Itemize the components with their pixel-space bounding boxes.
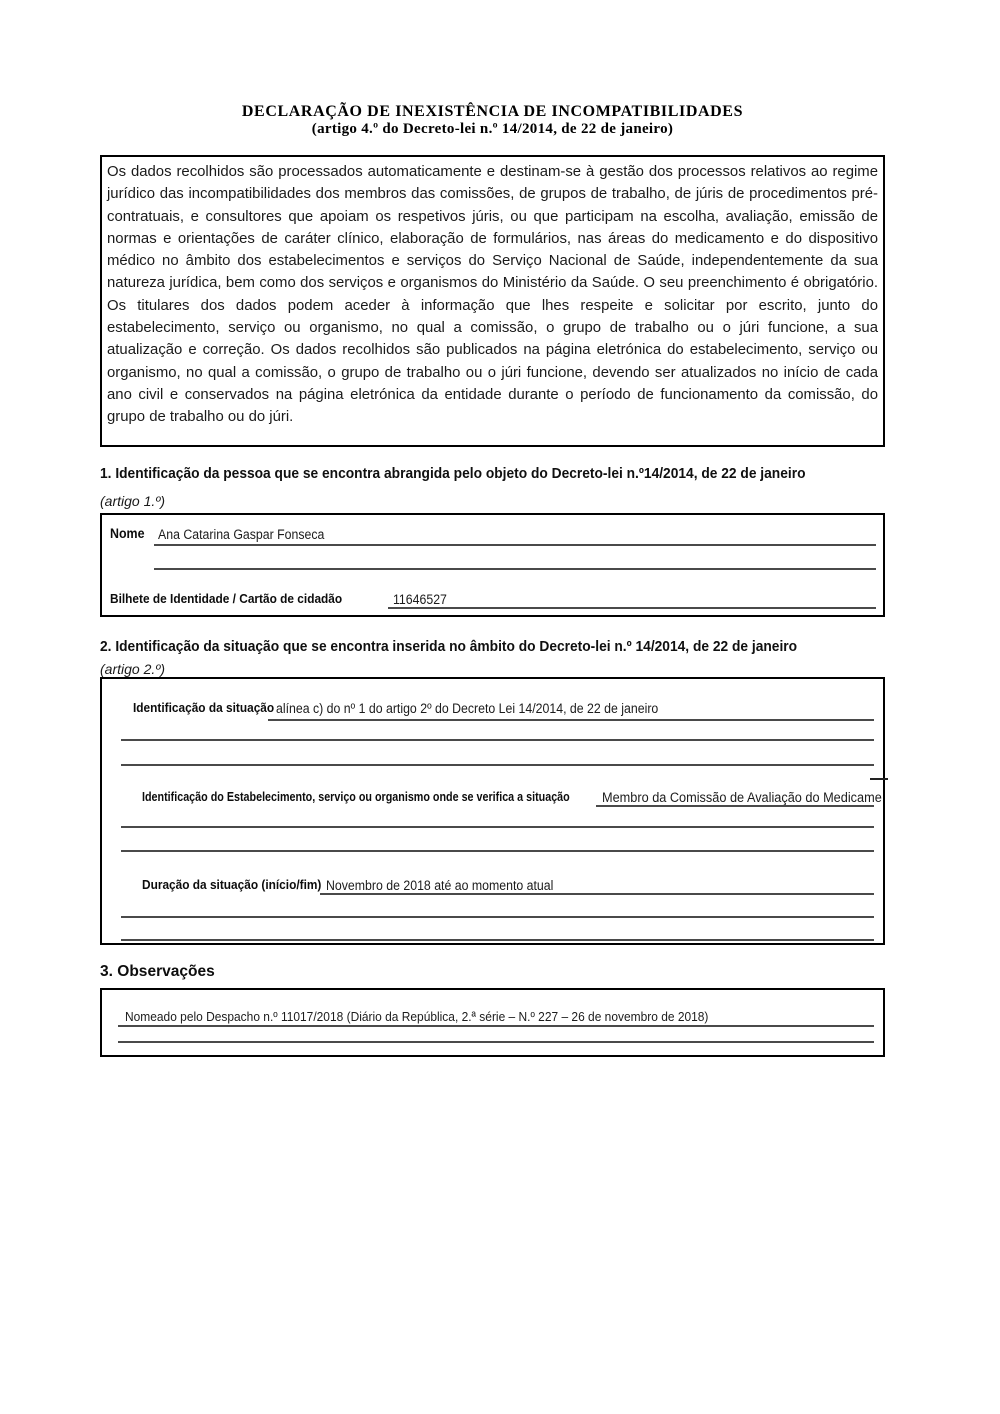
nome-underline [154, 544, 876, 546]
document-subtitle: (artigo 4.º do Decreto-lei n.º 14/2014, de 22 de janeiro) [311, 121, 674, 137]
situacao-underline-2 [121, 739, 874, 741]
situacao-underline [268, 719, 874, 721]
section3-observacoes-box [100, 988, 885, 1057]
bilhete-identidade-underline [388, 607, 876, 609]
section1-subheading: (artigo 1.º) [100, 493, 166, 509]
situacao-underline-3 [121, 764, 874, 766]
document-title-block [100, 103, 885, 137]
section2-heading: 2. Identificação da situação que se encontra inserida no âmbito do Decreto-lei n.º 14/2014, de 22 de janeiro [100, 639, 798, 655]
underline-overflow-tick [870, 778, 888, 780]
duracao-underline-2 [121, 916, 874, 918]
section3-heading: 3. Observações [100, 963, 215, 980]
bilhete-identidade-label: Bilhete de Identidade / Cartão de cidadão [110, 591, 343, 606]
situacao-value: alínea c) do nº 1 do artigo 2º do Decreto Lei 14/2014, de 22 de janeiro [276, 701, 659, 716]
bilhete-identidade-value: 11646527 [393, 592, 447, 607]
nome-value: Ana Catarina Gaspar Fonseca [158, 527, 325, 542]
estabelecimento-value: Membro da Comissão de Avaliação do Medicame [602, 790, 882, 805]
intro-notice-box [100, 155, 885, 447]
duracao-value: Novembro de 2018 até ao momento atual [326, 878, 554, 893]
document-title: DECLARAÇÃO DE INEXISTÊNCIA DE INCOMPATIBILIDADES [241, 103, 744, 120]
section2-subheading: (artigo 2.º) [100, 661, 166, 677]
estabelecimento-underline-3 [121, 850, 874, 852]
observacoes-underline-2 [118, 1041, 874, 1043]
estabelecimento-label: Identificação do Estabelecimento, serviço ou organismo onde se verifica a situação [142, 789, 570, 804]
duracao-underline [320, 893, 874, 895]
situacao-label: Identificação da situação [133, 700, 275, 715]
duracao-label: Duração da situação (início/fim) [142, 877, 322, 892]
nome-underline-2 [154, 568, 876, 570]
duracao-underline-3 [121, 939, 874, 941]
section1-heading: 1. Identificação da pessoa que se encontra abrangida pelo objeto do Decreto-lei n.º14/2014, de 22 de janeiro [100, 466, 806, 482]
nome-label: Nome [110, 526, 145, 541]
estabelecimento-underline-2 [121, 826, 874, 828]
section1-fields-box [100, 513, 885, 617]
observacoes-value: Nomeado pelo Despacho n.º 11017/2018 (Diário da República, 2.ª série – N.º 227 – 26 de novembro de 2018) [125, 1009, 709, 1024]
section2-fields-box [100, 677, 885, 945]
intro-notice-text: Os dados recolhidos são processados automaticamente e destinam-se à gestão dos processos relativos ao regime jurídico das incompatibilidades dos membros das comissões, de grupos de trabalho, de júris de procedimentos pré-contratuais, e consultores que apoiam os respetivos júris, ou que participam na escolha, avaliação, emissão de normas e orientações de caráter clínico, elaboração de formulários, nas áreas do medicamento e do dispositivo médico no âmbito dos estabelecimentos e serviços do Serviço Nacional de Saúde, independentemente da sua natureza jurídica, bem como dos serviços e organismos do Ministério da Saúde. O seu preenchimento é obrigatório. Os titulares dos dados podem aceder à informação que lhes respeite e solicitar por escrito, junto do estabelecimento, serviço ou organismo, no qual a comissão, o grupo de trabalho ou o júri funcione, a sua atualização e correção. Os dados recolhidos são publicados na página eletrónica do estabelecimento, serviço ou organismo, no qual a comissão, o grupo de trabalho ou o júri funcione, devendo ser atualizados no início de cada ano civil e conservados na página eletrónica da entidade durante o período de funcionamento da comissão, do grupo de trabalho ou do júri. [107, 164, 878, 426]
estabelecimento-underline [596, 805, 874, 807]
observacoes-underline [118, 1025, 874, 1027]
